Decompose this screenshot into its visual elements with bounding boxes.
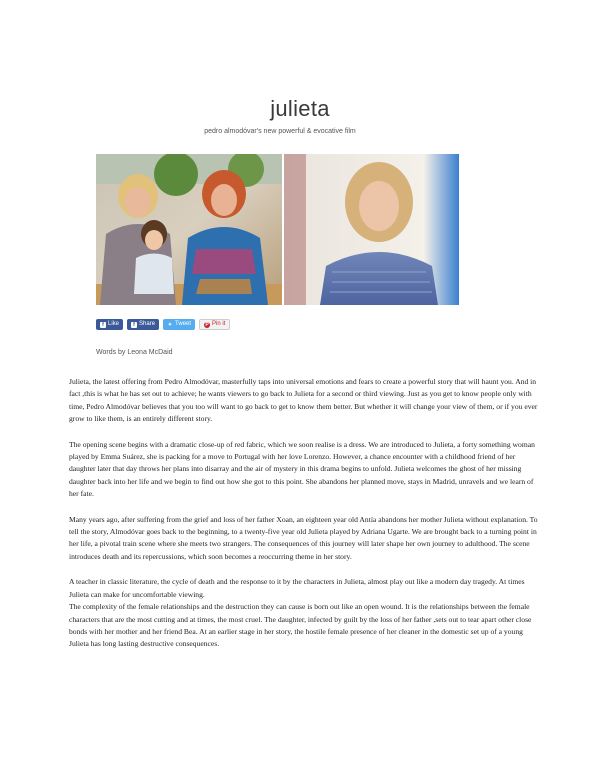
page-title: julieta [270,96,330,121]
twitter-icon: ✦ [167,321,173,328]
article-paragraph: Julieta, the latest offering from Pedro Almodóvar, masterfully taps into universal emotions and fears to create a powerful story that will haunt you. And in fact ,this is what he has set out to achieve; he wants viewers to go back to Julieta for a second or third viewing. Just as you get to know people only with time, Pedro Almodóvar believes that you too will want to go back to get to know them better. But whether it will change your view of them, or if you ever grow to like them, is an entirely different story. [69,377,538,424]
facebook-like-button[interactable] [96,319,123,330]
facebook-icon: f [131,322,137,328]
tweet-button[interactable] [163,319,195,330]
article-paragraph: The opening scene begins with a dramatic close-up of red fabric, which we soon realise is a dress. We are introduced to Julieta, a forty something woman played by Emma Suárez, she is packing for a move to Portugal with her love Lorenzo. However, a chance encounter with a childhood friend of her daughter later that day throws her plans into disarray and the air of mystery in this drama begins to unfold. Julieta welcomes the ghost of her missing daughter back into her life and we begin to find out how she got to this point. She abandons her planned move, stays in Madrid, unravels and we learn of her fate. [69,439,535,499]
pin-it-button[interactable] [199,319,230,330]
article-paragraph: A teacher in classic literature, the cycle of death and the response to it by the characters in Julieta, almost play out like a modern day tragedy. At times Julieta can make for uncomfortable viewing. [69,577,525,599]
pin-it-label: Pin it [212,321,226,327]
facebook-share-button[interactable] [127,319,159,330]
facebook-like-label: Like [108,321,120,327]
page-subtitle: pedro almodóvar's new powerful & evocative film [204,128,356,135]
facebook-icon: f [100,322,106,328]
facebook-share-label: Share [139,321,156,327]
tweet-label: Tweet [175,321,192,327]
hero-image [96,154,459,305]
pinterest-icon: P [205,321,209,328]
share-buttons [96,319,230,331]
byline: Words by Leona McDaid [96,349,173,356]
article-paragraph: Many years ago, after suffering from the grief and loss of her father Xoan, an eighteen year old Antía abandons her mother Julieta without explanation. To tell the story, Almodóvar goes back to the beginning, to a twenty-five year old Julieta played by Adriana Ugarte. We are brought back to a turning point in her life, a pivotal train scene where she meets two strangers. The consequences of this journey will later shape her own journey to adulthood. The scene introduces death and its repercussions, which soon becomes a reoccurring theme in her story. [69,514,538,561]
article-body [69,376,541,664]
article-paragraph: The complexity of the female relationships and the destruction they can cause is born out like an open wound. It is the relationships between the female characters that are the most cutting and at times, the most cruel. The daughter, infected by guilt by the loss of her father ,sets out to tear apart other close bonds with her mother and her friend Bea. At an earlier stage in her story, the hostile female presence of her cleaner in the domestic set up of a young Julieta has long lasting destructive consequences. [69,602,532,649]
